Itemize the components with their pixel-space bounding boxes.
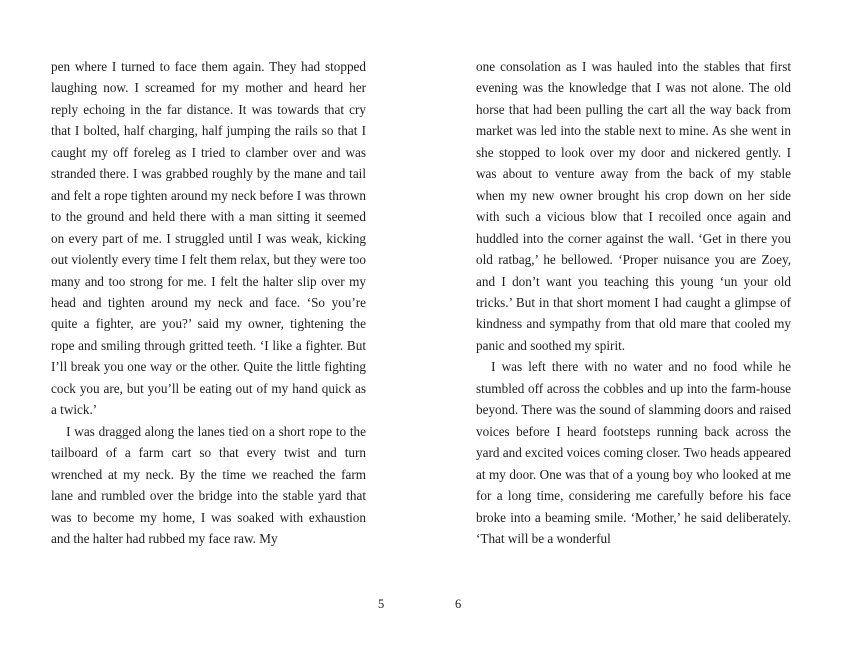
paragraph: I was left there with no water and no food while he stumbled off across the cobbles and up into the farm-house beyond. There was the sound of slamming doors and raised voices before I heard footsteps running back across the yard and excited voices coming closer. Two heads appeared at my door. One was that of a young boy who looked at me for a long time, considering me carefully before his face broke into a beaming smile. ‘Mother,’ he said deliberately. ‘That will be a wonderful	[476, 359, 791, 546]
left-page-text	[51, 56, 366, 549]
left-page	[51, 56, 366, 549]
page-number-right: 6	[455, 597, 462, 611]
paragraph: one consolation as I was hauled into the stables that first evening was the knowledge that I was not alone. The old horse that had been pulling the cart all the way back from market was led into the stable next to mine. As she went in she stopped to look over my door and nickered gently. I was about to venture away from the back of my stable when my new owner brought his crop down on her side with such a vicious blow that I recoiled once again and huddled into the corner against the wall. ‘Get in there you old ratbag,’ he bellowed. ‘Proper nuisance you are Zoey, and I don’t want you teaching this young ‘un your old tricks.’ But in that short moment I had caught a glimpse of kindness and sympathy from that old mare that cooled my panic and soothed my spirit.	[476, 59, 791, 353]
folio-row	[51, 598, 791, 618]
page-number-left: 5	[378, 597, 385, 611]
right-page	[476, 56, 791, 549]
paragraph: I was dragged along the lanes tied on a short rope to the tailboard of a farm cart so that every twist and turn wrenched at my neck. By the time we reached the farm lane and rumbled over the bridge into the stable yard that was to become my home, I was soaked with exhaustion and the halter had rubbed my face raw. My	[51, 423, 366, 546]
paragraph: pen where I turned to face them again. They had stopped laughing now. I screamed for my mother and heard her reply echoing in the far distance. It was towards that cry that I bolted, half charging, half jumping the rails so that I caught my off foreleg as I tried to clamber over and was stranded there. I was grabbed roughly by the mane and tail and felt a rope tighten around my neck before I was thrown to the ground and held there with a man sitting it seemed on every part of me. I struggled until I was weak, kicking out violently every time I felt them relax, but they were too many and too strong for me. I felt the halter slip over my head and tighten around my neck and face. ‘So you’re quite a fighter, are you?’ said my owner, tightening the rope and smiling through gritted teeth. ‘I like a fighter. But I’ll break you one way or the other. Quite the little fighting cock you are, but you’ll be eating out of my hand quick as a twick.’	[51, 59, 366, 418]
right-page-text	[476, 56, 791, 549]
